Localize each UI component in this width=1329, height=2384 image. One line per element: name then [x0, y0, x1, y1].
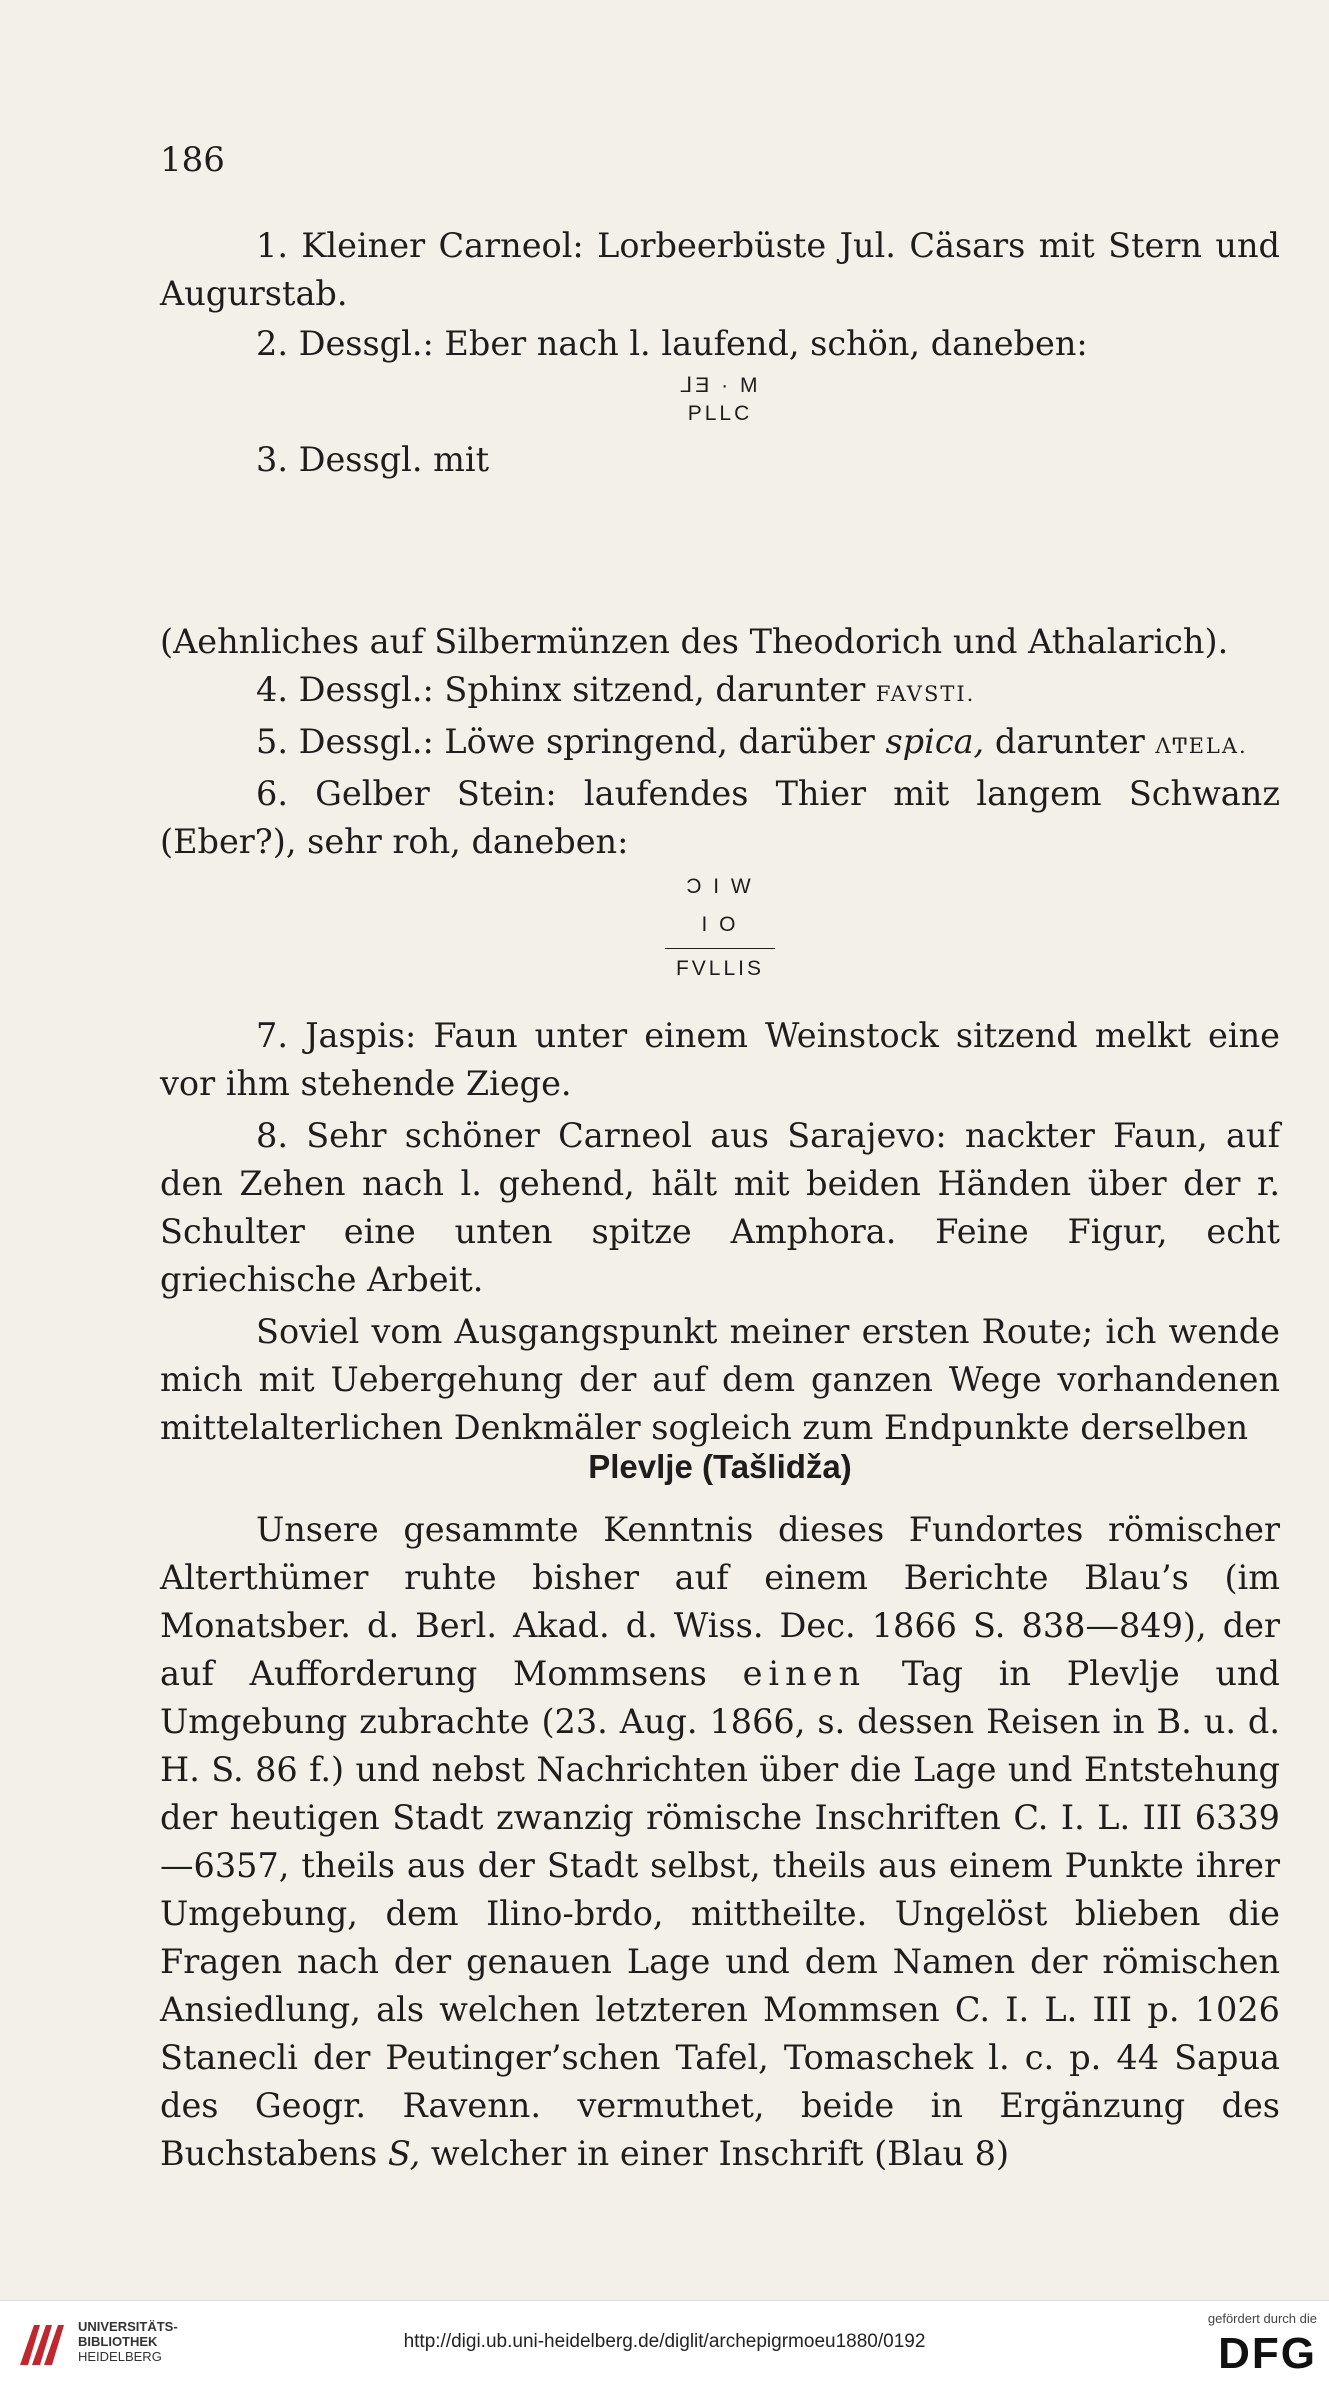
item-list-bottom [160, 1012, 1280, 1452]
route-paragraph: Soviel vom Ausgangspunkt meiner ersten Route; ich wende mich mit Uebergehung der auf dem ganzen Wege vorhandenen mittelalterlichen Denkmäler sogleich zum Endpunkte derselben [160, 1312, 1280, 1447]
item-3: 3. Dessgl. mit [256, 440, 490, 479]
library-name-line-2: BIBLIOTHEK [78, 2334, 158, 2349]
section-heading: Plevlje (Tašlidža) [588, 1448, 852, 1485]
main-paragraph-emphasis: einen [742, 1654, 867, 1693]
page-number: 186 [160, 140, 225, 180]
item-7: 7. Jaspis: Faun unter einem Weinstock sitzend melkt eine vor ihm stehende Ziege. [160, 1016, 1280, 1103]
library-name-line-1: UNIVERSITÄTS- [78, 2319, 178, 2334]
main-paragraph-part-1: Unsere gesammte Kenntnis dieses Fundortes römischer Alterthümer ruhte bisher auf einem Berichte Blau’s (im Monatsber. d. Berl. Akad. d. Wiss. Dec. 1866 S. 838—849), der auf Aufforderung Mommsens [160, 1510, 1280, 1693]
dfg-logo: DFG [1218, 2329, 1317, 2378]
main-paragraph-part-2: Tag in Plevlje und Umgebung zubrachte (23. Aug. 1866, s. dessen Reisen in B. u. d. H. S. 86 f.) und nebst Nachrichten über die Lage und Entstehung der heutigen Stadt zwanzig römische Inschriften C. I. L. III 6339—6357, theils aus der Stadt selbst, theils aus einem Punkte ihrer Umgebung, dem Ilino-brdo, mittheilte. Ungelöst blieben die Fragen nach der genauen Lage und dem Namen der römischen Ansiedlung, als welchen letzteren Mommsen C. I. L. III p. 1026 Stanecli der Peutinger’schen Tafel, Tomaschek l. c. p. 44 Sapua des Geogr. Ravenn. vermuthet, beide in Ergänzung des Buchstabens [160, 1654, 1280, 2173]
item-list-middle [160, 618, 1280, 866]
item-4-legend: FAVSTI. [875, 682, 976, 706]
item-8: 8. Sehr schöner Carneol aus Sarajevo: nackter Faun, auf den Zehen nach l. gehend, hält mit beiden Händen über der r. Schulter eine unten spitze Amphora. Feine Figur, echt griechische Arbeit. [160, 1116, 1280, 1299]
permalink-url[interactable]: http://digi.ub.uni-heidelberg.de/diglit/archepigrmoeu1880/0192 [403, 2331, 926, 2352]
item-2: 2. Dessgl.: Eber nach l. laufend, schön, daneben: [256, 324, 1088, 363]
item-2-inscription-line-1: ᒧƎ · M [679, 374, 761, 397]
viewer-footer [0, 2300, 1329, 2384]
item-6-inscription-line-1: Ɔ I W [686, 875, 754, 898]
item-5-legend: ΛͲELA. [1155, 734, 1248, 758]
item-4 [160, 666, 1280, 718]
item-6-inscription-line-2: I O [701, 913, 739, 936]
item-list-top [160, 222, 1280, 484]
item-4-text: 4. Dessgl.: Sphinx sitzend, darunter [256, 670, 866, 709]
main-paragraph-block [160, 1506, 1280, 2178]
item-2-inscription-line-2: PLLC [687, 402, 753, 425]
item-3-note: (Aehnliches auf Silbermünzen des Theodorich und Athalarich). [160, 622, 1229, 661]
funding-note: gefördert durch die [1207, 2311, 1317, 2326]
item-6-inscription-line-3: FVLLIS [675, 957, 765, 980]
item-5 [160, 718, 1280, 770]
library-name-line-3: HEIDELBERG [78, 2349, 162, 2364]
inscription-divider [665, 948, 775, 949]
item-5-text: 5. Dessgl.: Löwe springend, darüber [256, 722, 875, 761]
main-paragraph-part-3: welcher in einer Inschrift (Blau 8) [430, 2134, 1010, 2173]
item-5-spica: spica, [885, 722, 985, 761]
item-6: 6. Gelber Stein: laufendes Thier mit langem Schwanz (Eber?), sehr roh, daneben: [160, 774, 1280, 861]
item-6-inscription [160, 872, 1280, 987]
item-1: 1. Kleiner Carneol: Lorbeerbüste Jul. Cäsars mit Stern und Augurstab. [160, 226, 1280, 313]
item-5-text-2: darunter [994, 722, 1145, 761]
main-paragraph-letter: S, [387, 2134, 421, 2173]
main-paragraph [160, 1506, 1280, 2178]
